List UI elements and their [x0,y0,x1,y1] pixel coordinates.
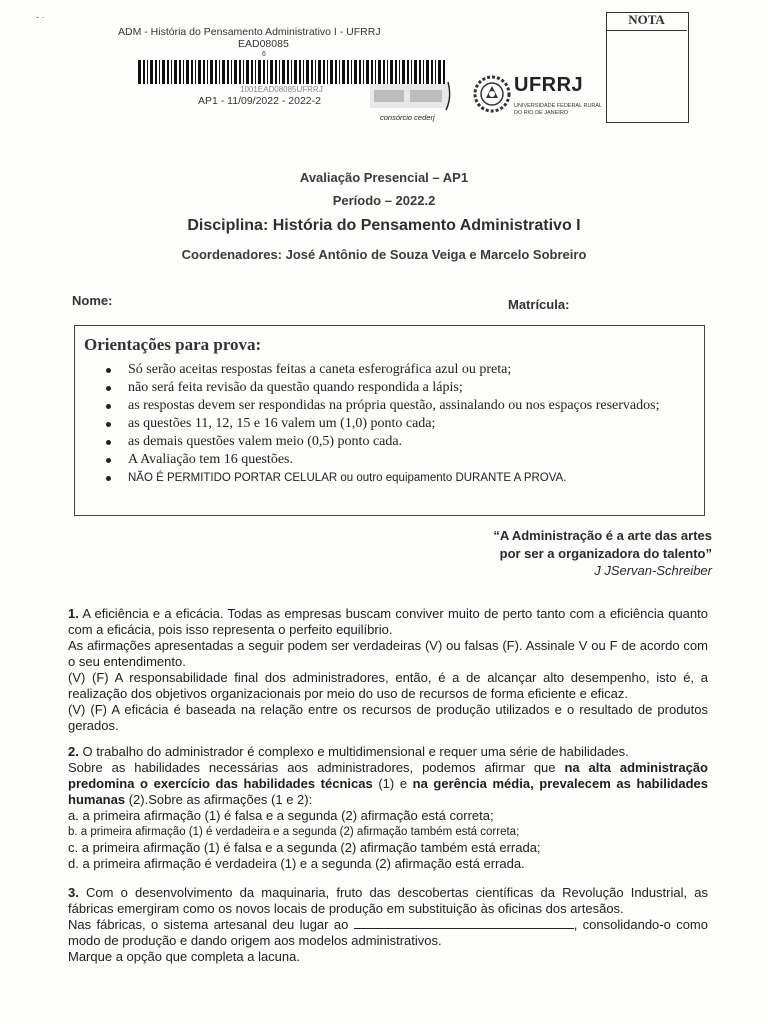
bullet-icon [106,386,111,391]
instructions-title: Orientações para prova: [84,335,262,354]
cederj-logo-text: consórcio cederj [380,113,435,122]
registration-field-label: Matrícula: [508,297,570,312]
bullet-icon [106,458,111,463]
ufrrj-seal-icon [472,72,512,116]
instruction-item: as respostas devem ser respondidas na própria questão, assinalando ou nos espaços reservados; [102,398,700,414]
question-3-stem: Nas fábricas, o sistema artesanal deu lugar ao , consolidando-o como modo de produção e dando origem aos modelos administrativos. [68,917,708,948]
discipline-title: Disciplina: História do Pensamento Administrativo I [187,217,581,234]
quote-author: J JServan-Schreiber [594,563,712,578]
ufrrj-subtitle-2: DO RIO DE JANEIRO [514,110,569,116]
question-2 [68,744,708,872]
ufrrj-subtitle-1: UNIVERSIDADE FEDERAL RURAL [514,103,603,109]
sheet-number: 6 [262,51,266,58]
question-2-option-d[interactable]: d. a primeira afirmação é verdadeira (1) e a segunda (2) afirmação está errada. [68,856,525,871]
question-3-intro: 3. Com o desenvolvimento da maquinaria, fruto das descobertas científicas da Revolução Industrial, as fábricas emergiram como os novos locais de produção em substituição às oficinas dos artesãos. [68,885,708,916]
question-3-instruction: Marque a opção que completa a lacuna. [68,949,300,964]
question-2-intro: 2. O trabalho do administrador é complexo e multidimensional e requer uma série de habilidades. [68,744,629,759]
question-2-option-a[interactable]: a. a primeira afirmação (1) é falsa e a segunda (2) afirmação está correta; [68,808,494,823]
answer-blank[interactable] [354,917,574,929]
question-2-option-c[interactable]: c. a primeira afirmação (1) é falsa e a segunda (2) afirmação também está errada; [68,840,541,855]
quote-line-1: “A Administração é a arte das artes [493,528,712,543]
name-field-label: Nome: [72,293,113,308]
question-1-item-1[interactable]: (V) (F) A responsabilidade final dos administradores, então, é a de alcançar alto desempenho, isto é, a realização dos objetivos organizacionais por meio do uso de recursos de forma eficiente e eficaz. [68,670,708,701]
instruction-item: NÃO É PERMITIDO PORTAR CELULAR ou outro equipamento DURANTE A PROVA. [102,470,700,486]
exam-date: AP1 - 11/09/2022 - 2022-2 [198,95,321,107]
bullet-icon [106,404,111,409]
course-header: ADM - História do Pensamento Administrativo I - UFRRJ [118,26,381,38]
exam-type: Avaliação Presencial – AP1 [299,170,469,185]
bullet-icon [106,440,111,445]
question-2-stem: Sobre as habilidades necessárias aos administradores, podemos afirmar que na alta administração predomina o exercício das habilidades técnicas (1) e na gerência média, prevalecem as habilidades humanas (2).Sobre as afirmações (1 e 2): [68,760,709,807]
quote-line-2: por ser a organizadora do talento” [499,546,712,561]
instruction-item: as questões 11, 12, 15 e 16 valem um (1,0) ponto cada; [102,416,700,432]
corner-marks: - · [36,12,45,22]
question-1-item-2[interactable]: (V) (F) A eficácia é baseada na relação entre os recursos de produção utilizados e o resultado de produtos gerados. [68,702,708,733]
question-1 [68,606,708,734]
instruction-item: as demais questões valem meio (0,5) ponto cada. [102,434,700,450]
exam-period: Período – 2022.2 [332,193,436,208]
question-2-option-b[interactable]: b. a primeira afirmação (1) é verdadeira e a segunda (2) afirmação também está correta; [68,826,520,838]
course-code: EAD08085 [238,38,289,50]
bullet-icon [106,368,111,373]
instruction-item: não será feita revisão da questão quando respondida a lápis; [102,380,700,396]
bullet-icon [106,422,111,427]
bullet-icon [106,476,111,481]
instruction-item: A Avaliação tem 16 questões. [102,452,700,468]
ufrrj-logo-text: UFRRJ [514,74,584,96]
coordinators: Coordenadores: José Antônio de Souza Veiga e Marcelo Sobreiro [181,247,587,262]
grade-box-label: NOTA [606,12,687,31]
question-3 [68,885,708,965]
instruction-item: Só serão aceitas respostas feitas a caneta esferográfica azul ou preta; [102,362,700,378]
barcode-number: 1001EAD08085UFRRJ [240,85,323,94]
question-1-intro: 1. A eficiência e a eficácia. Todas as empresas buscam conviver muito de perto tanto com a eficiência quanto com a eficácia, pois isso representa o perfeito equilíbrio. [68,606,708,637]
instructions-list [102,362,700,488]
question-1-instruction: As afirmações apresentadas a seguir podem ser verdadeiras (V) ou falsas (F). Assinale V ou F de acordo com o seu entendimento. [68,638,708,669]
